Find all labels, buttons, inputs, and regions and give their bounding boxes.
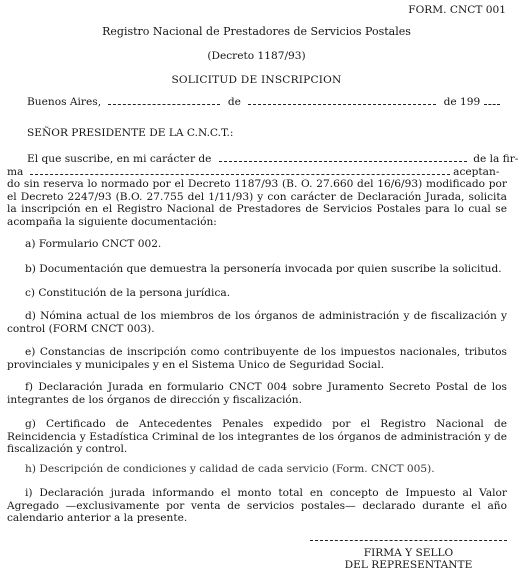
role-field[interactable] — [219, 153, 467, 162]
signature-label-2: DEL REPRESENTANTE — [344, 559, 473, 571]
item-b: b) Documentación que demuestra la personería invocada por quien suscribe la solicitud. — [25, 263, 502, 275]
intro-l2-text: ma — [7, 166, 24, 178]
signature-line[interactable] — [310, 540, 507, 541]
year-field[interactable] — [484, 96, 500, 105]
form-code: FORM. CNCT 001 — [408, 4, 506, 16]
item-c: c) Constitución de la persona jurídica. — [25, 287, 231, 299]
city-label: Buenos Aires, — [27, 96, 102, 108]
intro-line-2 — [7, 166, 499, 178]
item-a: a) Formulario CNCT 002. — [25, 238, 162, 250]
day-field[interactable] — [108, 96, 220, 105]
item-g: g) Certificado de Antecedentes Penales expedido por el Registro Nacional de Reincidencia y Estadística Criminal de los integrantes de los órganos de administración y de fiscalización y control. — [7, 418, 507, 455]
organization-title: Registro Nacional de Prestadores de Servicios Postales — [102, 25, 411, 38]
company-name-field[interactable] — [30, 166, 450, 175]
signature-label-1: FIRMA Y SELLO — [363, 547, 454, 559]
intro-l1-text: El que suscribe, en mi carácter de — [27, 153, 212, 165]
intro-l1-end: de la fir- — [473, 153, 518, 165]
intro-line-1 — [27, 153, 518, 165]
de-label: de — [227, 96, 241, 108]
salutation: SEÑOR PRESIDENTE DE LA C.N.C.T.: — [27, 127, 234, 139]
item-i: i) Declaración jurada informando el monto total en concepto de Impuesto al Valor Agregado —exclusivamente por venta de servicios postales— declarado durante el año calendario anterior a la presente. — [7, 487, 507, 524]
item-d: d) Nómina actual de los miembros de los órganos de administración y de fiscalización y control (FORM CNCT 003). — [7, 310, 507, 335]
intro-paragraph: do sin reserva lo normado por el Decreto 1187/93 (B. O. 27.660 del 16/6/93) modificado por el Decreto 2247/93 (B.O. 27.755 del 1/11/93) y con carácter de Declaración Jurada, solicita la inscripción en el Registro Nacional de Prestadores de Servicios Postales para lo cual se acompaña la siguiente documentación: — [7, 178, 507, 228]
place-date-line — [27, 96, 500, 108]
document-title: SOLICITUD DE INSCRIPCION — [171, 74, 342, 86]
year-prefix-label: de 199 — [443, 96, 481, 108]
item-e: e) Constancias de inscripción como contribuyente de los impuestos nacionales, tributos provinciales y municipales y en el Sistema Unico de Seguridad Social. — [7, 346, 507, 371]
intro-l2-end: aceptan- — [453, 166, 500, 178]
decree-reference: (Decreto 1187/93) — [207, 50, 306, 62]
item-h: h) Descripción de condiciones y calidad de cada servicio (Form. CNCT 005). — [25, 463, 435, 475]
month-field[interactable] — [248, 96, 436, 105]
item-f: f) Declaración Jurada en formulario CNCT 004 sobre Juramento Secreto Postal de los integrantes de los órganos de dirección y fiscalización. — [7, 381, 507, 406]
